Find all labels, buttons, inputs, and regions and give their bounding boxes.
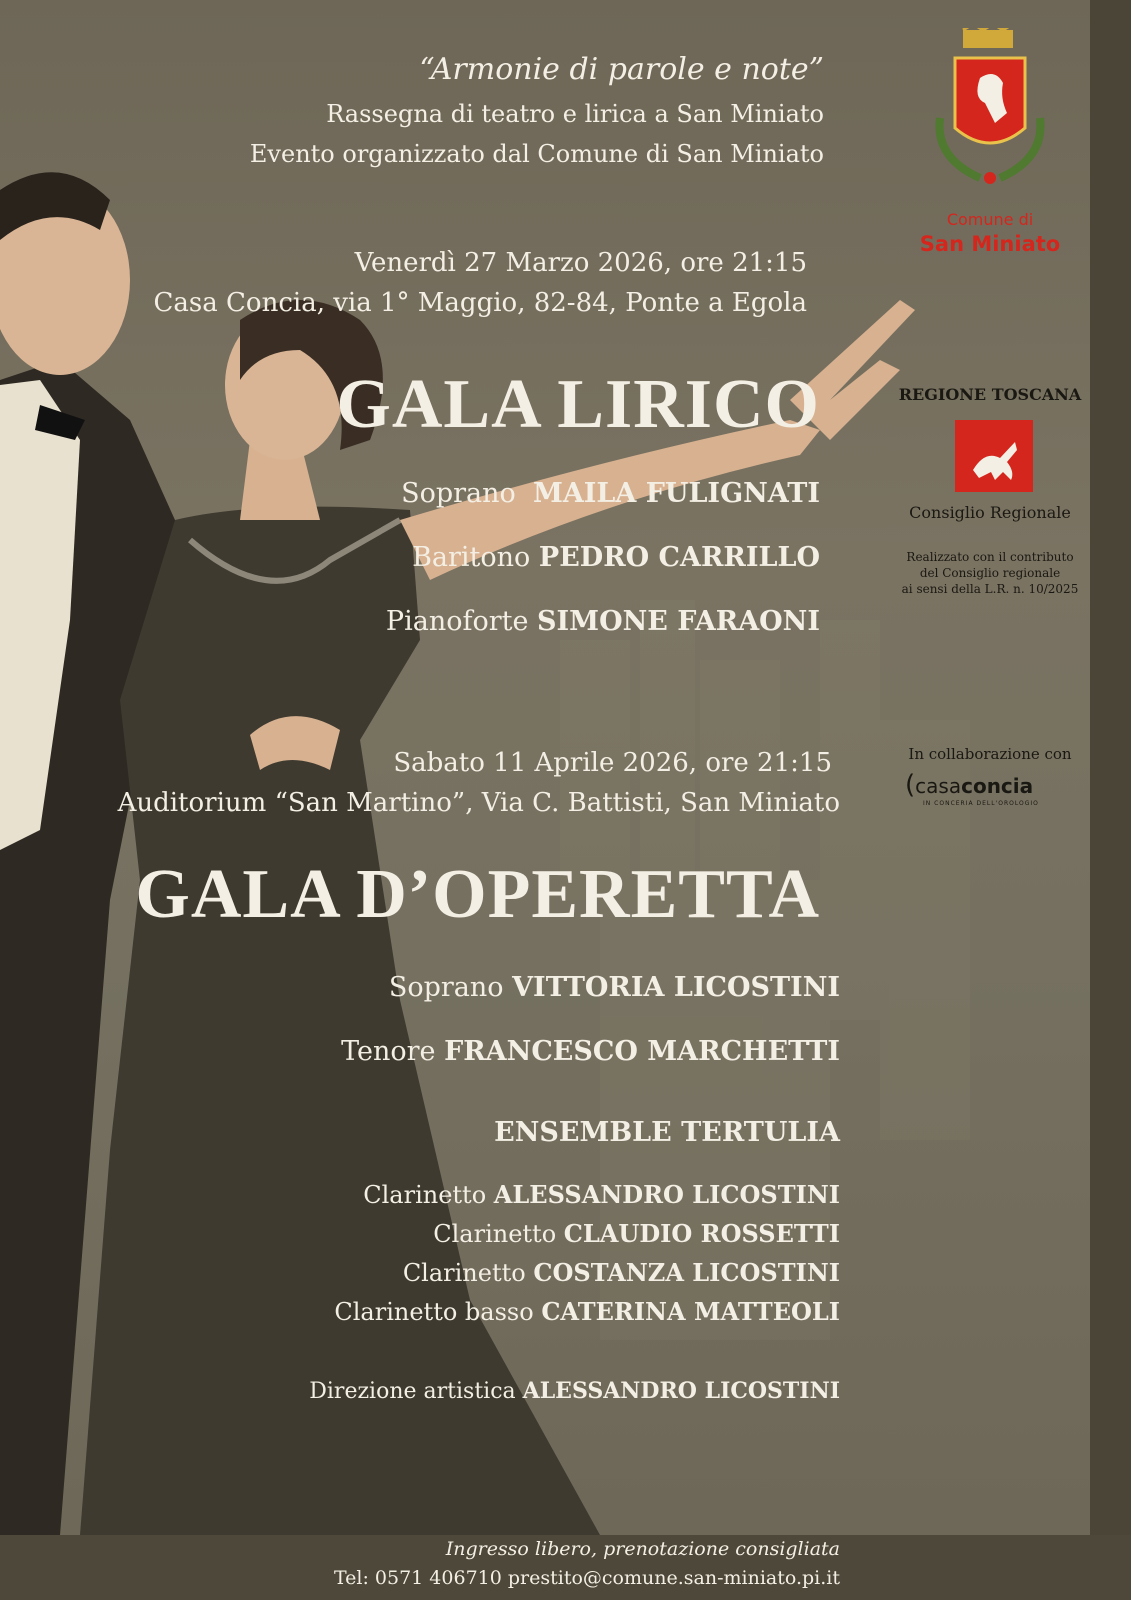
member-name: ALESSANDRO LICOSTINI: [493, 1180, 840, 1209]
comune-name: San Miniato: [919, 232, 1061, 256]
member-name: COSTANZA LICOSTINI: [533, 1258, 840, 1287]
event1-venue: Casa Concia, via 1° Maggio, 82-84, Ponte a Egola: [153, 288, 807, 318]
series-title: “Armonie di parole e note”: [419, 52, 824, 87]
member-name: CATERINA MATTEOLI: [541, 1297, 840, 1326]
member-role: Clarinetto basso: [334, 1298, 534, 1326]
performer-role: Tenore: [341, 1036, 436, 1067]
performer-name: SIMONE FARAONI: [537, 606, 820, 637]
contrib-line: Realizzato con il contributo: [906, 550, 1074, 564]
event1-performer: [401, 478, 820, 509]
casaconcia-sub: IN CONCERIA DELL'OROLOGIO: [923, 800, 1039, 807]
consiglio-label: Consiglio Regionale: [909, 503, 1071, 522]
direction-role: Direzione artistica: [309, 1379, 516, 1404]
performer-name: FRANCESCO MARCHETTI: [444, 1036, 840, 1067]
event1-date: Venerdì 27 Marzo 2026, ore 21:15: [354, 248, 807, 278]
collab-label: In collaborazione con: [908, 745, 1072, 763]
member-role: Clarinetto: [433, 1220, 557, 1248]
casaconcia-a: casa: [915, 774, 962, 798]
performer-name: VITTORIA LICOSTINI: [512, 972, 840, 1003]
comune-label: Comune di: [946, 210, 1034, 229]
ensemble-name: ENSEMBLE TERTULIA: [494, 1117, 840, 1148]
performer-name: MAILA FULIGNATI: [532, 478, 820, 509]
footer-contact: Tel: 0571 406710 prestito@comune.san-miniato.pi.it: [333, 1567, 840, 1589]
regione-title: REGIONE TOSCANA: [898, 385, 1082, 404]
event1-title: GALA LIRICO: [336, 366, 820, 443]
contrib-line: ai sensi della L.R. n. 10/2025: [901, 582, 1079, 596]
ensemble-member: [433, 1219, 840, 1248]
ensemble-member: [334, 1297, 840, 1326]
casaconcia-mark-icon: (: [905, 770, 916, 800]
pegasus-icon: [955, 420, 1033, 492]
series-subtitle: Rassegna di teatro e lirica a San Miniato: [326, 100, 824, 128]
performer-role: Soprano: [401, 478, 516, 509]
ensemble-member: [403, 1258, 840, 1287]
event2-date: Sabato 11 Aprile 2026, ore 21:15: [393, 748, 832, 778]
event2-venue: Auditorium “San Martino”, Via C. Battisti, San Miniato: [117, 788, 840, 818]
member-name: CLAUDIO ROSSETTI: [563, 1219, 840, 1248]
performer-role: Pianoforte: [385, 606, 529, 637]
direction-name: ALESSANDRO LICOSTINI: [522, 1378, 840, 1404]
event2-title: GALA D’OPERETTA: [135, 856, 820, 933]
casaconcia-b: concia: [961, 774, 1034, 798]
footer-entry-note: Ingresso libero, prenotazione consigliata: [445, 1538, 840, 1560]
right-band: [1090, 0, 1131, 1600]
performer-name: PEDRO CARRILLO: [538, 542, 820, 573]
performer-role: Soprano: [388, 972, 504, 1003]
event1-performer: [412, 542, 820, 573]
performer-role: Baritono: [412, 542, 531, 573]
member-role: Clarinetto: [363, 1181, 487, 1209]
contrib-line: del Consiglio regionale: [919, 566, 1061, 580]
casaconcia-logo: [905, 770, 1085, 807]
event2-performer: [389, 972, 840, 1003]
event2-performer: [341, 1036, 840, 1067]
event1-performer: [386, 606, 820, 637]
san-miniato-crest-icon: [925, 28, 1055, 198]
organizer-line: Evento organizzato dal Comune di San Miniato: [249, 140, 824, 168]
ensemble-member: [363, 1180, 840, 1209]
artistic-direction: [309, 1378, 840, 1404]
member-role: Clarinetto: [402, 1259, 526, 1287]
